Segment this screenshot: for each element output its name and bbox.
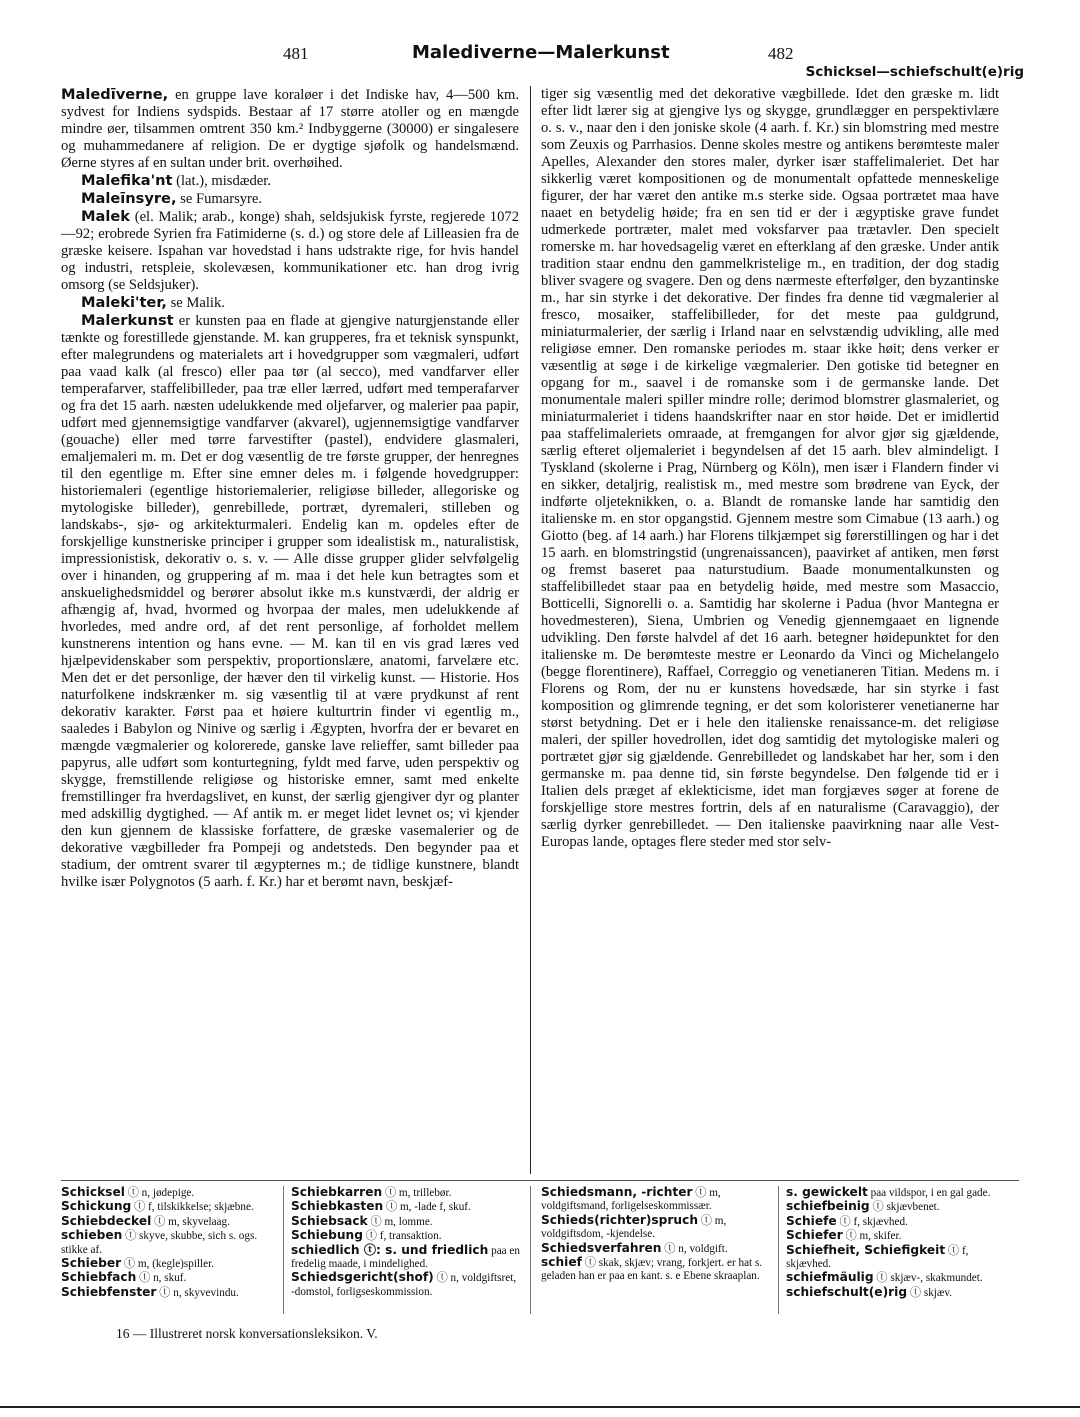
footer-headword: Schiebsack (291, 1213, 368, 1228)
footer-gloss: ⓣ m, -lade f, skuf. (383, 1201, 471, 1214)
entry-headword: Malerkunst (81, 312, 174, 329)
entry-malediverne (61, 86, 519, 172)
column-divider (530, 86, 531, 1174)
bottom-edge-rule (0, 1406, 1080, 1408)
footer-headword: Schiedsgericht(shof) (291, 1270, 434, 1285)
footer-entry (291, 1244, 521, 1272)
footer-headword: Schiedsverfahren (541, 1240, 662, 1255)
footer-entry (786, 1186, 1008, 1200)
footer-entry (786, 1286, 1008, 1300)
footer-headword: Schiefer (786, 1228, 843, 1243)
footer-headword: Schiebfenster (61, 1284, 157, 1299)
footer-headword: schiefschult(e)rig (786, 1284, 908, 1299)
footer-headword: Schiebkasten (291, 1199, 384, 1214)
footer-dictionary-column-1 (61, 1186, 275, 1300)
footer-entry (291, 1200, 521, 1214)
footer-headword: Schicksel (61, 1185, 125, 1199)
footer-headword: Schiebkarren (291, 1185, 383, 1199)
print-signature: 16 — Illustreret norsk konversationsleksikon. V. (116, 1326, 378, 1341)
footer-entry (61, 1257, 275, 1271)
entry-malefikant (61, 172, 519, 190)
footer-headword: s. gewickelt (786, 1185, 868, 1199)
footer-entry (786, 1215, 1008, 1229)
footer-gloss: ⓣ f, skjævhed. (836, 1215, 908, 1228)
page-number-left: 481 (283, 44, 309, 63)
entry-text: (lat.), misdæder. (172, 173, 271, 189)
footer-entry (786, 1244, 1008, 1272)
footer-gloss: ⓣ m, skifer. (842, 1230, 902, 1243)
footer-gloss: ⓣ skyve, skubbe, sich s. ogs. stikke af. (61, 1230, 258, 1256)
footer-gloss: paa en fredelig maade, i mindelighed. (291, 1244, 520, 1271)
footer-gloss: ⓣ skjævbenet. (869, 1201, 940, 1214)
footer-gloss: ⓣ skjæv-, skakmundet. (873, 1272, 983, 1285)
footer-gloss: ⓣ n, voldgiftsret, -domstol, forligseskommission. (291, 1272, 517, 1298)
footer-entry (541, 1256, 767, 1284)
footer-gloss: ⓣ m, (kegle)spiller. (121, 1258, 215, 1271)
footer-entry (786, 1200, 1008, 1214)
entry-text: en gruppe lave koraløer i det Indiske hav, 4—500 km. sydvest for Indiens sydspids. Bestaar af 17 større atoller og en mængde mindre øer, tilsammen omtrent 350 km.² Indbyggerne (30000) er singalesere og muhammedanere af religion. De er dygtige sjøfolk og handelsmænd. Øerne styres af en sultan under brit. overhøihed. (61, 87, 519, 171)
entry-headword: Maledīverne, (61, 86, 169, 103)
footer-divider (530, 1186, 531, 1314)
footer-headword: schief (541, 1255, 582, 1270)
footer-entry (291, 1271, 521, 1299)
footer-entry (61, 1200, 275, 1214)
entry-malek (61, 208, 519, 294)
footer-headword: Schickung (61, 1199, 132, 1214)
footer-entry (786, 1229, 1008, 1243)
entry-headword: Malefika'nt (81, 172, 173, 189)
footer-gloss: ⓣ n, jødepige. (124, 1187, 195, 1199)
footer-dictionary-column-4 (786, 1186, 1008, 1300)
footer-headword: Schiebdeckel (61, 1213, 152, 1228)
footer-gloss: ⓣ m, lomme. (367, 1215, 433, 1228)
footer-gloss: ⓣ m, voldgiftsdom, -kjendelse. (541, 1214, 727, 1241)
entry-text: se Malik. (166, 295, 225, 311)
footer-entry (291, 1229, 521, 1243)
footer-gloss: ⓣ m, trillebør. (382, 1187, 452, 1199)
footer-headword: schiefbeinig (786, 1199, 870, 1214)
footer-gloss: ⓣ n, skyvevindu. (156, 1286, 239, 1299)
footer-gloss: ⓣ m, voldgiftsmand, forligelseskommissær. (541, 1187, 721, 1213)
page-number-right: 482 (768, 44, 794, 63)
left-column (61, 86, 519, 1176)
footer-entry (61, 1229, 275, 1257)
footer-entry (291, 1186, 521, 1200)
footer-gloss: ⓣ m, skyvelaag. (151, 1215, 230, 1228)
entry-malerkunst (61, 312, 519, 891)
footer-headword: schiefmäulig (786, 1270, 874, 1285)
catchword: Schicksel—schiefschult(e)rig (805, 64, 1024, 80)
entry-maleinsyre (61, 190, 519, 208)
entry-text: (el. Malik; arab., konge) shah, seldsjukisk fyrste, regjerede 1072—92; erobrede Syrien fra Fatimiderne (s. d.) og store dele af Lilleasien fra de græske keisere. Ispahan var hovedstad i hans udstrakte rige, for hvis handel og industri, retspleie, skolevæsen, kommunikationer etc. han drog ivrig omsorg (se Seldsjuker). (61, 209, 519, 293)
footer-entry (541, 1242, 767, 1256)
footer-headword: Schiedsmann, -richter (541, 1185, 693, 1199)
footer-entry (61, 1186, 275, 1200)
footer-dictionary-column-3 (541, 1186, 767, 1284)
footer-entry (786, 1271, 1008, 1285)
footer-gloss: ⓣ n, skuf. (136, 1272, 187, 1285)
footer-headword: Schiebung (291, 1228, 363, 1243)
footer-headword: schiedlich ⓣ: s. und friedlich (291, 1242, 489, 1257)
entry-malekiter (61, 294, 519, 312)
entry-text: er kunsten paa en flade at gjengive naturgjenstande eller tænkte og forestillede gjenstande. M. kan grupperes, fra et teknisk synspunkt, efter malegrundens og materialets art i hovedgrupper som vægmaleri, udført paa vaad kalk (al fresco) eller paa tør (al secco), med vandfarver eller temperafarver, staffelibilleder, paa træ eller lærred, udført med temperafarver og fra det 15 aarh. næsten udelukkende med oljefarver, og malerier paa papir, udført med gjennemsigtige vandfarver (akvarel), ugjennemsigtige vandfarver (gouache) eller med tørre farvestifter (pastel), endvidere glasmaleri, emaljemaleri m. m. Det er dog væsentlig de tre første grupper, der henregnes til den egentlige m. Efter sine emner deles m. i følgende hovedgrupper: historiemaleri (egentlige historiemalerier, religiøse billeder, allegoriske og mytologiske billeder), genrebillede, portræt, dyremaleri, stilleben og landskabs-, sjø- og arkitekturmaleri. Endelig kan m. opdeles efter de forskjellige kunstneriske principer i grupper som idealistisk m., naturalistisk, impressionistisk, dekorativ o. s. v. — Alle disse grupper glider selvfølgelig over i hinanden, og gruppering af m. maa i det hele kun betragtes som et anskuelighedsmiddel og berører absolut ikke m.s kunstværdi, der aldrig er afhængig af, hvad, hvormed og hvorpaa der males, men udelukkende af hvorledes, med andre ord, af det rent personlige, af forholdet mellem kunstnerens intention og hans evne. — M. kan til en vis grad læres ved hjælpevidenskaber som perspektiv, proportionslære, anatomi, farvelære etc. Men det er det personlige, der hæver den til virkelig kunst. — Historie. Hos naturfolkene indskrænker m. sig væsentlig til at være prydkunst af rent dekorativ karakter. Først paa et høiere kulturtrin finder vi egentlig m., saaledes i Babylon og Ninive og særlig i Ægypten, hvorfra der er bevaret en mængde vægmalerier og kolorerede, ganske lave relieffer, samt billeder paa papyrus, alle udført som konturtegning, fyldt med farve, uden perspektiv og skygge, fremstillende religiøse og historiske emner, samt med enkelte fremstillinger fra hverdagslivet, en kunst, der særlig gjengiver dyr og planter med adskillig dygtighed. — Af antik m. er meget lidet levnet os; vi kjender den kun gjennem de klassiske forfattere, de græske vasemalerier og de dekorative vægbilleder fra Pompeji og andetsteds. Den begynder paa et stadium, der omtrent svarer til ægypternes m.; de tidlige kunstnere, blandt hvilke især Polygnotos (5 aarh. f. Kr.) har et berømt navn, beskjæf- (61, 313, 519, 890)
footer-gloss: ⓣ n, voldgift. (661, 1242, 728, 1255)
footer-headword: schieben (61, 1228, 123, 1243)
footer-gloss: ⓣ skak, skjæv; vrang, forkjert. er hat s. geladen han er paa en kant. s. e Ebene skraaplan. (541, 1257, 763, 1283)
footer-divider (283, 1186, 284, 1314)
entry-headword: Malek (81, 208, 130, 225)
footer-headword: Schieds(richter)spruch (541, 1212, 698, 1227)
footer-dictionary-column-2 (291, 1186, 521, 1299)
footer-separator (61, 1180, 1019, 1181)
footer-gloss: ⓣ f, tilskikkelse; skjæbne. (131, 1201, 254, 1214)
footer-entry (541, 1214, 767, 1242)
footer-entry (61, 1215, 275, 1229)
right-column (541, 86, 999, 1176)
footer-entry (61, 1286, 275, 1300)
entry-headword: Maleīnsyre, (81, 190, 177, 207)
footer-gloss: ⓣ skjæv. (907, 1286, 953, 1299)
footer-headword: Schieber (61, 1256, 122, 1271)
footer-headword: Schiefe (786, 1213, 837, 1228)
footer-gloss: ⓣ f, transaktion. (362, 1230, 442, 1243)
footer-entry (291, 1215, 521, 1229)
entry-headword: Maleki'ter, (81, 294, 167, 311)
footer-entry (61, 1271, 275, 1285)
footer-headword: Schiebfach (61, 1270, 137, 1285)
footer-entry (541, 1186, 767, 1214)
malerkunst-continuation: tiger sig væsentlig med det dekorative vægbillede. Idet den græske m. lidt efter lidt lærer sig at gjengive lys og skygge, grundlægger en perspektivlære o. s. v., naar den i den joniske skole (4 aarh. f. Kr.) sin blomstring med mestre som Zeuxis og Parrhasios. Denne skoles mestre og antikens berømteste maler Apelles, Alexander den stores maler, dyrker især staffelimaleriet. Det har sikkerlig været kompositionen og de monumentalt opfattede menneskelige figurer, der har været den antike m.s sterke side. Ogsaa portrætet maa have naaet en betydelig høide; fra en sen tid er der i ægyptiske grave fundet udmerkede portræter, malet med voksfarver paa trætavler. Den specielt romerske m. har hovedsagelig været en efterklang af den græske. Under antik tradition staar endnu den gammelkristelige m., en tradition, der dog stadig bliver svagere og svagere. Den og dens nærmeste efterfølger, den byzantinske m., har sin styrke i det dekorative. Der findes fra denne tid vægmalerier al fresco, mosaiker, staffelibilleder, for det meste paa guldgrund, miniaturmalerier, der særlig i Irland naar en selvstændig udvikling, alle med religiøse emner. Den romanske periodes m. staar ikke høit; dens verker er væsentlig at søge i de kirkelige vægmalerier. Den gotiske tid betegner en opgang for m., saavel i de romanske som i de germanske lande. Det monumentale maleri spiller mindre rolle; derimod blomstrer glasmaleriet, og miniaturmaleriet i tidens haandskrifter naar en stor høide. Det er imidlertid paa staffelimaleriets omraade, at fremgangen for alvor gjør sig gjældende, særlig efteret oljemaleriet i begyndelsen af det 15 aarh. blev almindeligt. I Tyskland (skolerne i Prag, Nürnberg og Köln), men især i Flandern finder vi en sikker, detaljrig, realistisk m., med mestre som brødrene van Eyck, der indførte oljeteknikken, o. a. Blandt de romanske lande har samtidig den italienske m. en stor opgangstid. Gjennem mestre som Cimabue (13 aarh.) og Giotto (beg. af 14 aarh.) har Florens tilkjæmpet sig førerstillingen og har i det 15 aarh. en blomstringstid (ungrenaissancen), paavirket af antiken, men først og fremst baseret paa naturstudium. Baade monumentalkunsten og staffelibilledet staar paa en betydelig høide, med mestre som Masaccio, Botticelli, Signorelli o. a. Samtidig har skolerne i Padua (hvor Mantegna er hovedmesteren), Siena, Umbrien og Venedig gjennemgaaet en lignende udvikling. Den første halvdel af det 16 aarh. betegner høidepunktet for den italienske m. De berømteste mestre er Leonardo da Vinci og Michelangelo (begge florentinere), Raffael, Correggio og venetianeren Titian. Medens m. i Florens og Rom, der nu er kunstens hovedsæde, har sin styrke i fast komposition og glimrende tegning, er det som koloristerer venetianerne har størst betydning. Det er i hele den italienske renaissance-m. det religiøse maleri, der spiller hovedrollen, idet dog samtidig det mytologiske maleri og portrætet gjør sig gjældende. Genrebilledet og landskabet har her, som i den germanske m. paa denne tid, sin første begyndelse. Den følgende tid er i Italien dels præget af eklekticisme, idet man forgjæves søger at forene de forskjellige store mestres fortrin, dels af en naturalisme (Caravaggio), der særlig dyrker genrebilledet. — Den italienske paavirkning naar alle Vest-Europas lande, optages flere steder med stor selv- (541, 86, 999, 850)
footer-gloss: paa vildspor, i en gal gade. (867, 1187, 991, 1199)
footer-gloss: ⓣ f, skjævhed. (786, 1244, 969, 1271)
footer-headword: Schiefheit, Schiefigkeit (786, 1242, 946, 1257)
footer-divider (778, 1186, 779, 1314)
entry-text: se Fumarsyre. (176, 191, 263, 207)
running-title: Malediverne—Malerkunst (412, 42, 670, 63)
